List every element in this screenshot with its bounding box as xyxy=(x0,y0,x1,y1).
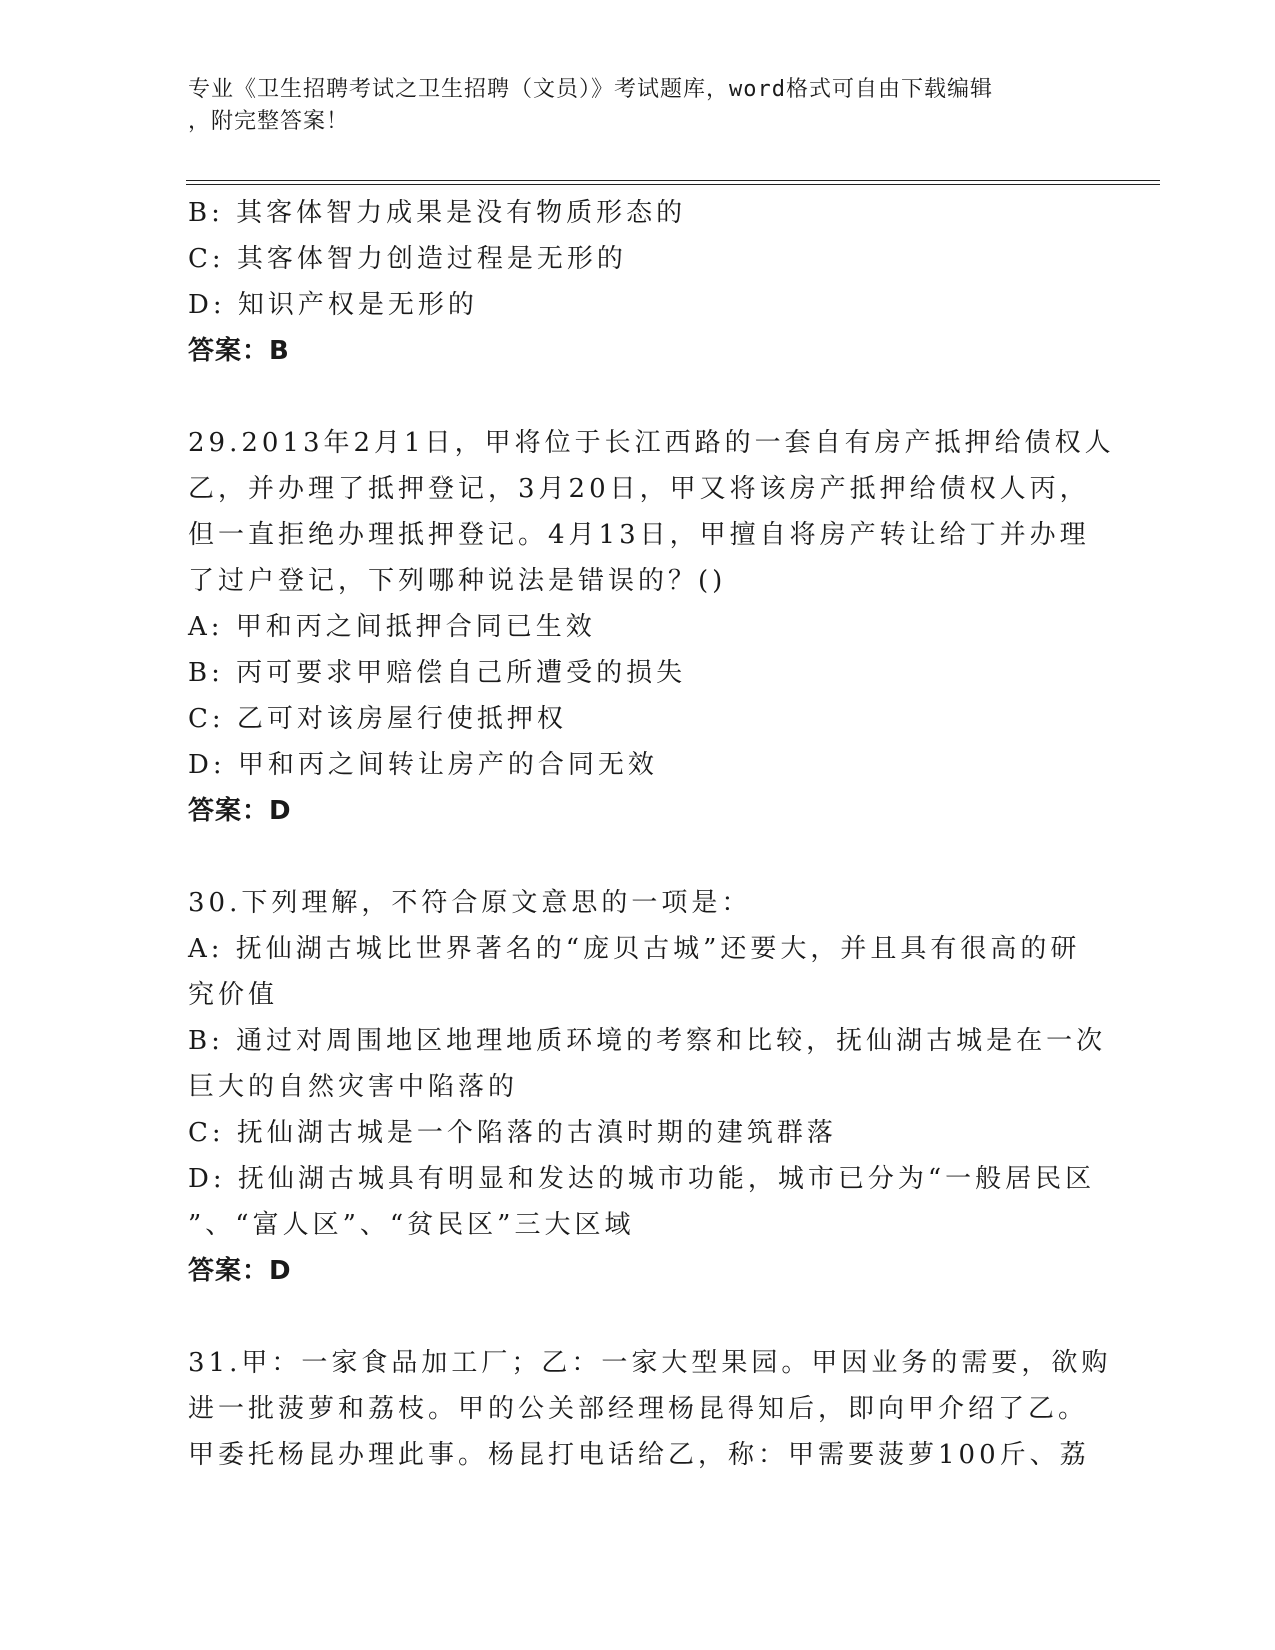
option-d: D: 甲和丙之间转让房产的合同无效 xyxy=(188,750,658,780)
question-31 xyxy=(188,1340,1112,1478)
option-c: C: 抚仙湖古城是一个陷落的古滇时期的建筑群落 xyxy=(188,1118,837,1148)
option-a-continued: 究价值 xyxy=(188,980,279,1010)
question-stem: 进一批菠萝和荔枝。甲的公关部经理杨昆得知后，即向甲介绍了乙。 xyxy=(188,1394,1089,1424)
page-header xyxy=(188,74,1078,138)
option-b: B: 通过对周围地区地理地质环境的考察和比较，抚仙湖古城是在一次 xyxy=(188,1026,1107,1056)
option-b: B: 其客体智力成果是没有物质形态的 xyxy=(188,198,687,228)
header-line-2: ，附完整答案！ xyxy=(188,109,350,134)
option-a: A: 抚仙湖古城比世界著名的“庞贝古城”还要大，并且具有很高的研 xyxy=(188,934,1081,964)
option-a: A: 甲和丙之间抵押合同已生效 xyxy=(188,612,596,642)
question-stem: 但一直拒绝办理抵押登记。4月13日，甲擅自将房产转让给丁并办理 xyxy=(188,520,1090,550)
option-d: D: 抚仙湖古城具有明显和发达的城市功能，城市已分为“一般居民区 xyxy=(188,1164,1096,1194)
question-body xyxy=(188,190,1115,1478)
question-stem: 29.2013年2月1日，甲将位于长江西路的一套自有房产抵押给债权人 xyxy=(188,428,1115,458)
option-c: C: 乙可对该房屋行使抵押权 xyxy=(188,704,567,734)
question-stem: 乙，并办理了抵押登记，3月20日，甲又将该房产抵押给债权人丙， xyxy=(188,474,1090,504)
spacer xyxy=(188,374,1088,420)
header-divider-top xyxy=(186,180,1160,181)
question-28 xyxy=(188,190,1088,374)
answer: 答案：D xyxy=(188,1256,292,1286)
answer: 答案：D xyxy=(188,796,292,826)
question-stem: 了过户登记，下列哪种说法是错误的？() xyxy=(188,566,727,596)
question-stem: 30.下列理解，不符合原文意思的一项是： xyxy=(188,888,752,918)
question-30 xyxy=(188,880,1107,1294)
option-d: D: 知识产权是无形的 xyxy=(188,290,478,320)
question-29 xyxy=(188,420,1115,834)
spacer xyxy=(188,1294,1088,1340)
option-d-continued: ”、“富人区”、“贫民区”三大区域 xyxy=(188,1210,635,1240)
option-b: B: 丙可要求甲赔偿自己所遭受的损失 xyxy=(188,658,687,688)
question-stem: 甲委托杨昆办理此事。杨昆打电话给乙，称：甲需要菠萝100斤、荔 xyxy=(188,1440,1090,1470)
option-c: C: 其客体智力创造过程是无形的 xyxy=(188,244,627,274)
answer: 答案：B xyxy=(188,336,290,366)
spacer xyxy=(188,834,1088,880)
option-b-continued: 巨大的自然灾害中陷落的 xyxy=(188,1072,519,1102)
question-stem: 31.甲：一家食品加工厂；乙：一家大型果园。甲因业务的需要，欲购 xyxy=(188,1348,1112,1378)
header-line-1: 专业《卫生招聘考试之卫生招聘（文员）》考试题库，word格式可自由下载编辑 xyxy=(188,77,993,102)
header-divider-bottom xyxy=(186,184,1160,185)
